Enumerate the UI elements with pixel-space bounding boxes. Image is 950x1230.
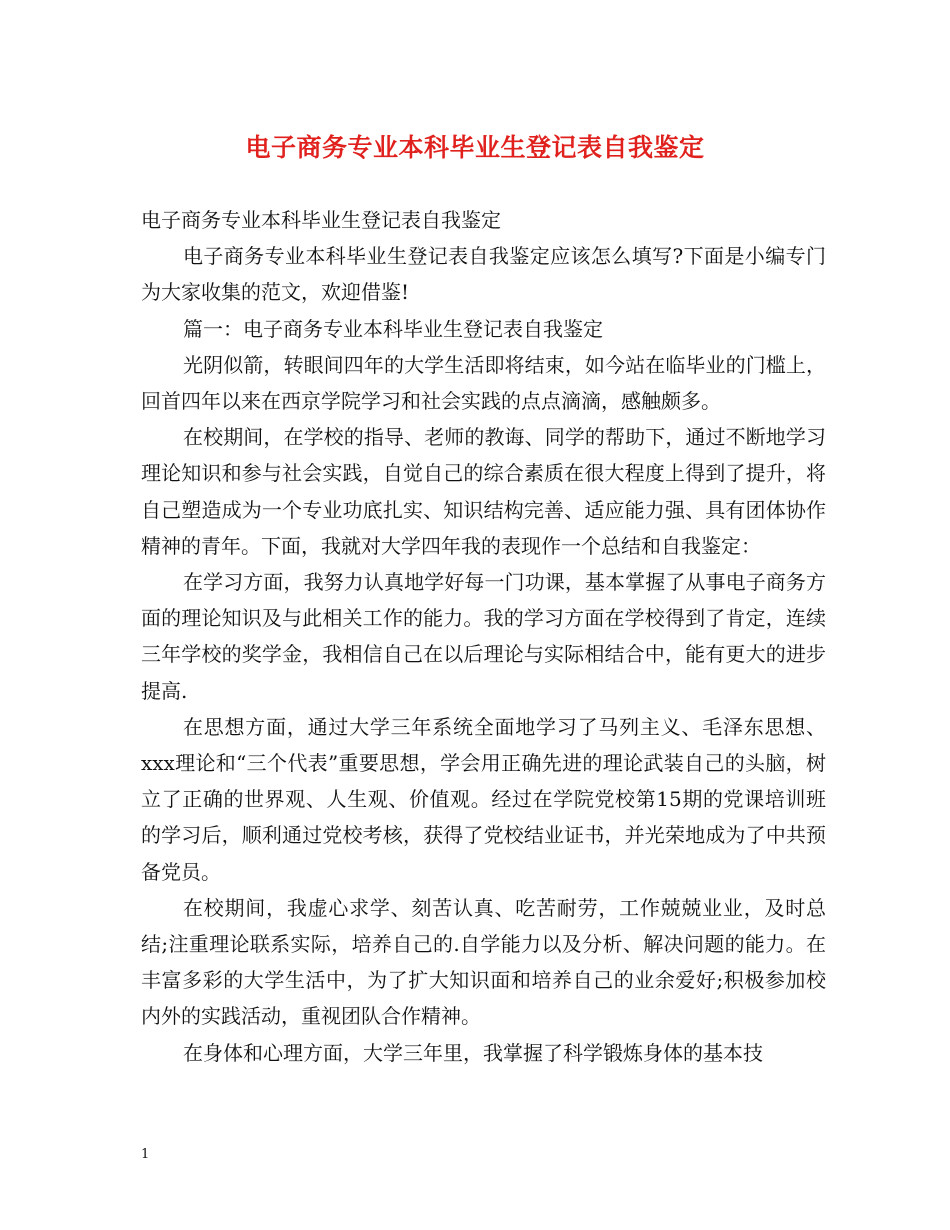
paragraph-study: 在学习方面，我努力认真地学好每一门功课，基本掌握了从事电子商务方面的理论知识及与此相关工作的能力。我的学习方面在学校得到了肯定，连续三年学校的奖学金，我相信自己在以后理论与实际相结合中，能有更大的进步提高. — [141, 570, 826, 703]
paragraph-overview: 在校期间，在学校的指导、老师的教诲、同学的帮助下，通过不断地学习理论知识和参与社会实践，自觉自己的综合素质在很大程度上得到了提升，将自己塑造成为一个专业功底扎实、知识结构完善、适应能力强、具有团体协作精神的青年。下面，我就对大学四年我的表现作一个总结和自我鉴定： — [141, 425, 826, 558]
paragraph-heading: 电子商务专业本科毕业生登记表自我鉴定 — [141, 208, 501, 232]
paragraph-section-title: 篇一：电子商务专业本科毕业生登记表自我鉴定 — [183, 316, 603, 341]
paragraph-thought: 在思想方面，通过大学三年系统全面地学习了马列主义、毛泽东思想、xxx理论和“三个代表”重要思想，学会用正确先进的理论武装自己的头脑，树立了正确的世界观、人生观、价值观。经过在学院党校第15期的党课培训班的学习后，顺利通过党校考核，获得了党校结业证书，并光荣地成为了中共预备党员。 — [141, 714, 826, 884]
document-title: 电子商务专业本科毕业生登记表自我鉴定 — [245, 133, 705, 162]
paragraph-campus: 在校期间，我虚心求学、刻苦认真、吃苦耐劳，工作兢兢业业，及时总结;注重理论联系实际，培养自己的.自学能力以及分析、解决问题的能力。在丰富多彩的大学生活中，为了扩大知识面和培养自己的业余爱好;积极参加校内外的实践活动，重视团队合作精神。 — [141, 895, 826, 1029]
page-number: 1 — [141, 1147, 150, 1162]
paragraph-intro: 电子商务专业本科毕业生登记表自我鉴定应该怎么填写?下面是小编专门为大家收集的范文，欢迎借鉴! — [141, 244, 826, 305]
document-body — [141, 202, 826, 1071]
paragraph-opening: 光阴似箭，转眼间四年的大学生活即将结束，如今站在临毕业的门槛上，回首四年以来在西京学院学习和社会实践的点点滴滴，感触颇多。 — [141, 352, 826, 414]
paragraph-health: 在身体和心理方面，大学三年里，我掌握了科学锻炼身体的基本技 — [183, 1040, 763, 1065]
